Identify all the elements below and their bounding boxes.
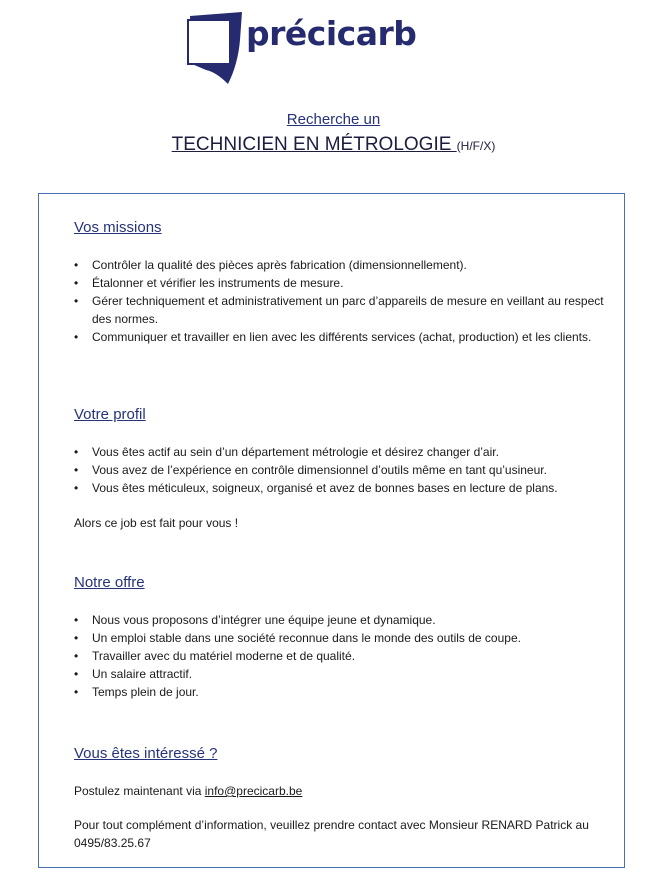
offre-title: Notre offre: [74, 574, 145, 591]
job-title: [0, 132, 667, 159]
recherche-label: [0, 110, 667, 130]
interesse-title: Vous êtes intéressé ?: [74, 745, 218, 762]
email-link[interactable]: info@precicarb.be: [204, 784, 303, 798]
job-title-main: TECHNICIEN EN MÉTROLOGIE: [171, 134, 457, 155]
contact-line: Pour tout complément d’information, veuillez prendre contact avec Monsieur RENARD Patrick au 0495/83.25.67: [74, 818, 589, 850]
list-item: • Étalonner et vérifier les instruments de mesure.: [74, 274, 614, 292]
list-item: • Vous êtes méticuleux, soigneux, organisé et avez de bonnes bases en lecture de plans.: [74, 479, 614, 497]
offre-list: [74, 611, 614, 701]
list-item: • Temps plein de jour.: [74, 683, 614, 701]
list-item: • Un salaire attractif.: [74, 665, 614, 683]
profil-closing: Alors ce job est fait pour vous !: [74, 516, 239, 530]
list-item: • Contrôler la qualité des pièces après fabrication (dimensionnellement).: [74, 256, 614, 274]
logo-wordmark: précicarb: [246, 14, 417, 53]
profil-title: Votre profil: [74, 406, 146, 423]
list-item: • Communiquer et travailler en lien avec les différents services (achat, production) et les clients.: [74, 328, 614, 346]
list-item: • Vous avez de l’expérience en contrôle dimensionnel d’outils même en tant qu’usineur.: [74, 461, 614, 479]
list-item: • Nous vous proposons d’intégrer une équipe jeune et dynamique.: [74, 611, 614, 629]
missions-list: [74, 256, 614, 346]
apply-line: [74, 782, 614, 800]
list-item: • Gérer techniquement et administrativement un parc d’appareils de mesure en veillant au respect des normes.: [74, 292, 614, 328]
list-item: • Vous êtes actif au sein d’un département métrologie et désirez changer d’air.: [74, 443, 614, 461]
apply-prefix: Postulez maintenant via: [74, 784, 205, 798]
job-title-suffix: (H/F/X): [456, 139, 496, 153]
profil-list: [74, 443, 614, 497]
missions-title: Vos missions: [74, 219, 162, 236]
list-item: • Travailler avec du matériel moderne et de qualité.: [74, 647, 614, 665]
list-item: • Un emploi stable dans une société reconnue dans le monde des outils de coupe.: [74, 629, 614, 647]
recherche-text: Recherche un: [286, 111, 381, 128]
